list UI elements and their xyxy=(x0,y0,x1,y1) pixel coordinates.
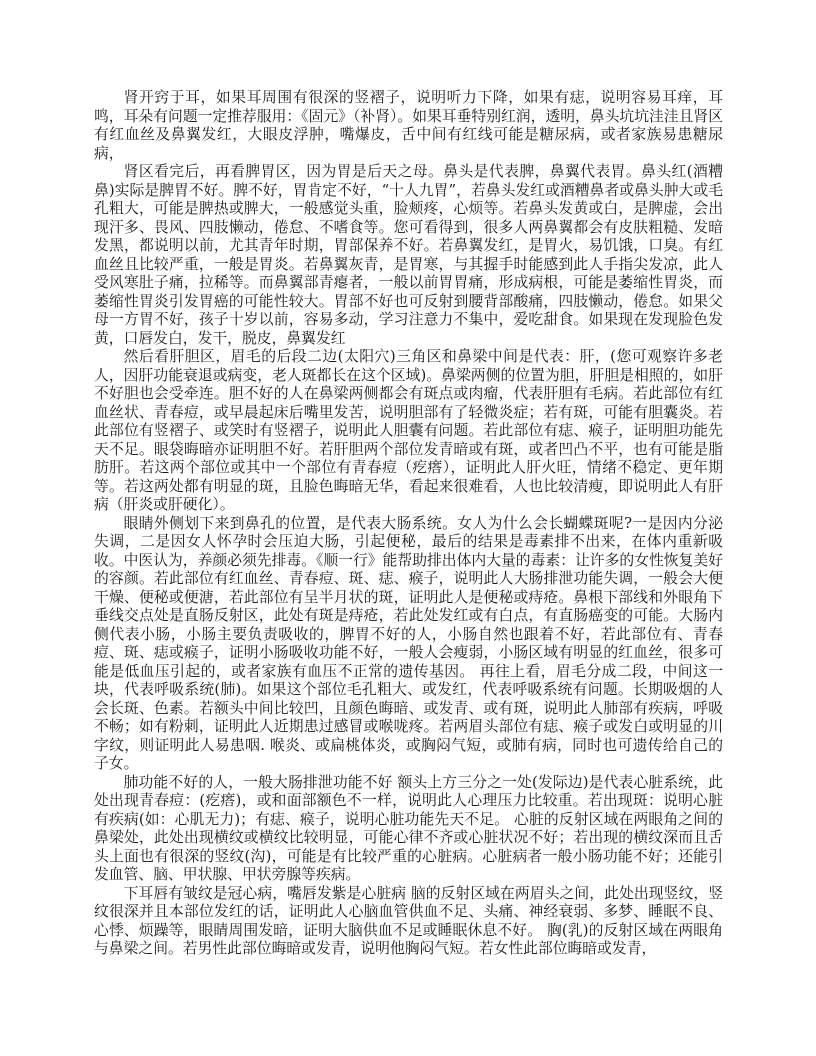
document-body xyxy=(94,89,723,959)
paragraph-heart: 肺功能不好的人，一般大肠排泄功能不好 额头上方三分之一处(发际边)是代表心脏系统，此处出现青春痘：(疙瘩)，或和面部额色不一样，说明此人心理压力比较重。若出现斑：说明心脏有疾病(如：心肌无力)；有痣、瘊子，说明心脏功能先天不足。 心脏的反射区域在两眼角之间的鼻梁处，此处出现横纹或横纹比较明显，可能心律不齐或心脏状况不好；若出现的横纹深而且舌头上面也有很深的竖纹(沟)，可能是有比较严重的心脏病。心脏病者一般小肠功能不好；还能引发血管、脑、甲状腺、甲状旁腺等疾病。 xyxy=(94,773,723,883)
paragraph-intestines-lung: 眼睛外侧划下来到鼻孔的位置，是代表大肠系统。女人为什么会长蝴蝶斑呢?一是因内分泌失调，二是因女人怀孕时会压迫大肠，引起便秘，最后的结果是毒素排不出来，在体内重新吸收。中医认为，养颜必须先排毒。《顺一行》能帮助排出体内大量的毒素：让许多的女性恢复美好的容颜。若此部位有红血丝、青春痘、斑、痣、瘊子，说明此人大肠排泄功能失调，一般会大便干燥、便秘或便溏，若此部位有呈半月状的斑，证明此人是便秘或痔疮。鼻根下部线和外眼角下垂线交点处是直肠反射区，此处有斑是痔疮，若此处发红或有白点，有直肠癌变的可能。大肠内侧代表小肠，小肠主要负责吸收的，脾胃不好的人，小肠自然也跟着不好，若此部位有、青春痘、斑、痣或瘊子，证明小肠吸收功能不好，一般人会瘦弱，小肠区域有明显的红血丝，很多可能是低血压引起的，或者家族有血压不正常的遗传基因。 再往上看，眉毛分成二段，中间这一块，代表呼吸系统(肺)。如果这个部位毛孔粗大、或发红，代表呼吸系统有问题。长期吸烟的人会长斑、色素。若额头中间比较凹，且颜色晦暗、或发青、或有斑，说明此人肺部有疾病，呼吸不畅；如有粉刺，证明此人近期患过感冒或喉咙疼。若两眉头部位有痣、瘊子或发白或明显的川字纹，则证明此人易患咽. 喉炎、或扁桃体炎，或胸闷气短，或肺有病，同时也可遗传给自己的子女。 xyxy=(94,514,723,772)
paragraph-kidney-ear: 肾开窍于耳，如果耳周围有很深的竖褶子，说明听力下降，如果有痣，说明容易耳痒，耳鸣，耳朵有问题一定推荐服用：《固元》（补肾）。如果耳垂特别红润，透明，鼻头坑坑洼洼且肾区有红血丝及鼻翼发红，大眼皮浮肿，嘴爆皮，舌中间有红线可能是糖尿病，或者家族易患糖尿病， xyxy=(94,89,723,162)
paragraph-liver-gallbladder: 然后看肝胆区，眉毛的后段二边(太阳穴)三角区和鼻梁中间是代表：肝，(您可观察许多老人，因肝功能衰退或病变，老人斑都长在这个区域)。鼻梁两侧的位置为胆，肝胆是相照的，如肝不好胆也会受牵连。胆不好的人在鼻梁两侧都会有斑点或肉瘤，代表肝胆有毛病。若此部位有红血丝状、青春痘，或早晨起床后嘴里发苦，说明胆部有了轻微炎症；若有斑，可能有胆囊炎。若此部位有竖褶子、或笑时有竖褶子，说明此人胆囊有问题。若此部位有痣、瘊子，证明胆功能先天不足。眼袋晦暗亦证明胆不好。若肝胆两个部位发青暗或有斑，或者凹凸不平，也有可能是脂肪肝。若这两个部位或其中一个部位有青春痘（疙瘩），证明此人肝火旺，情绪不稳定、更年期等。若这两处都有明显的斑，且脸色晦暗无华，看起来很难看，人也比较清瘦，即说明此人有肝病（肝炎或肝硬化）。 xyxy=(94,348,723,513)
paragraph-spleen-stomach: 肾区看完后，再看脾胃区，因为胃是后天之母。鼻头是代表脾，鼻翼代表胃。鼻头红(酒糟鼻)实际是脾胃不好。脾不好，胃肯定不好，“十人九胃”，若鼻头发红或酒糟鼻者或鼻头肿大或毛孔粗大，可能是脾热或脾大，一般感觉头重，脸颊疼，心烦等。若鼻头发黄或白，是脾虚，会出现汗多、畏风、四肢懒动，倦怠、不嗜食等。您可看得到，很多人两鼻翼都会有皮肤粗糙、发暗发黑，都说明以前，尤其青年时期，胃部保养不好。若鼻翼发红，是胃火，易饥饿，口臭。有红血丝且比较严重，一般是胃炎。若鼻翼灰青，是胃寒，与其握手时能感到此人手指尖发凉，此人受风寒肚子痛，拉稀等。而鼻翼部青瘪者，一般以前胃胃痛，形成病根，可能是萎缩性胃炎，而萎缩性胃炎引发胃癌的可能性较大。胃部不好也可反射到腰背部酸痛，四肢懒动，倦怠。如果父母一方胃不好，孩子十岁以前，容易多动，学习注意力不集中，爱吃甜食。如果现在发现脸色发黄，口唇发白，发干，脱皮，鼻翼发红 xyxy=(94,163,723,347)
paragraph-brain-chest: 下耳唇有皱纹是冠心病，嘴唇发紫是心脏病 脑的反射区域在两眉头之间，此处出现竖纹，竖纹很深并且本部位发红的话，证明此人心脑血管供血不足、头痛、神经衰弱、多梦、睡眠不良、心悸、烦躁等，眼睛周围发暗，证明大脑供血不足或睡眠休息不好。 胸(乳)的反射区域在两眼角与鼻梁之间。若男性此部位晦暗或发青，说明他胸闷气短。若女性此部位晦暗或发青， xyxy=(94,884,723,957)
